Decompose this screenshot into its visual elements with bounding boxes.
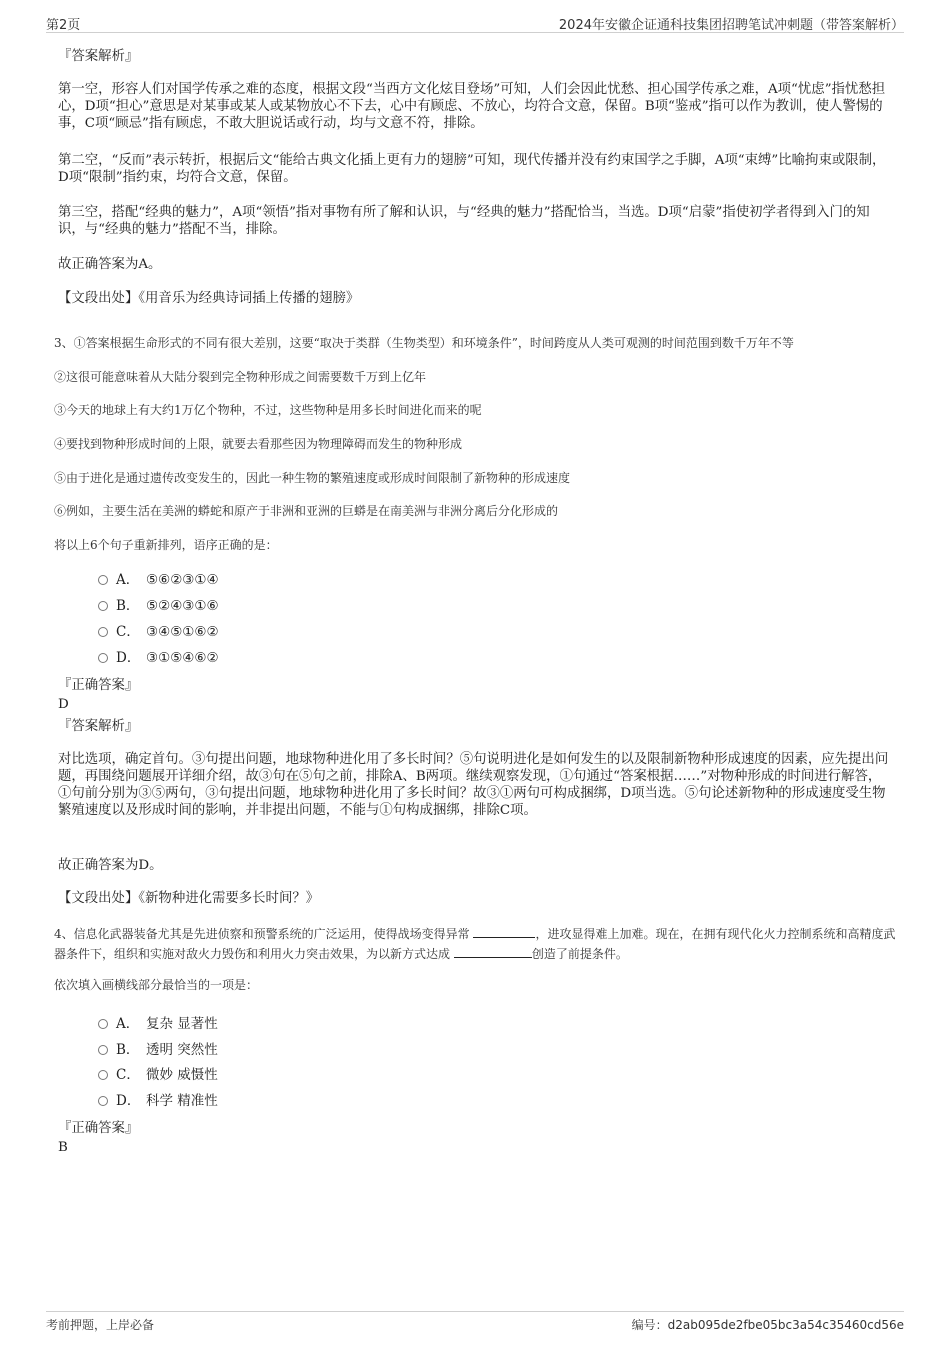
q2-analysis-p2: 第二空，“反而”表示转折，根据后文“能给古典文化插上更有力的翅膀”可知，现代传播并没有约束国学之手脚，A项“束缚”比喻拘束或限制，D项“限制”指约束，均符合文意，保留。: [58, 153, 886, 185]
q4-option-b[interactable]: B． 透明 突然性: [98, 1041, 218, 1059]
q4-option-d[interactable]: D． 科学 精准性: [98, 1092, 218, 1110]
radio-icon[interactable]: [98, 1096, 108, 1106]
q2-conclusion: 故正确答案为A。: [58, 257, 162, 272]
blank-2: [454, 945, 532, 958]
q3-sentence-1: 3、①答案根据生命形式的不同有很大差别，这要“取决于类群（生物类型）和环境条件”，时间跨度从人类可观测的时间范围到数千万年不等: [54, 336, 794, 350]
page-number: 第2页: [46, 18, 81, 33]
q3-sentence-5: ⑤由于进化是通过遗传改变发生的，因此一种生物的繁殖速度或形成时间限制了新物种的形成速度: [54, 471, 571, 485]
q3-sentence-6: ⑥例如，主要生活在美洲的蟒蛇和原产于非洲和亚洲的巨蟒是在南美洲与非洲分离后分化形成的: [54, 504, 559, 518]
q3-analysis-heading: 『答案解析』: [58, 719, 139, 734]
q4-option-a[interactable]: A． 复杂 显著性: [98, 1015, 218, 1033]
blank-1: [473, 925, 535, 938]
q2-source: 【文段出处】《用音乐为经典诗词插上传播的翅膀》: [58, 291, 360, 306]
q3-sentence-3: ③今天的地球上有大约1万亿个物种，不过，这些物种是用多长时间进化而来的呢: [54, 403, 482, 417]
q4-option-c[interactable]: C． 微妙 威慑性: [98, 1066, 218, 1084]
q2-analysis-p3: 第三空，搭配“经典的魅力”，A项“领悟”指对事物有所了解和认识，与“经典的魅力”搭配恰当，当选。D项“启蒙”指使初学者得到入门的知识，与“经典的魅力”搭配不当，排除。: [58, 205, 870, 237]
radio-icon[interactable]: [98, 575, 108, 585]
q3-option-c[interactable]: C． ③④⑤①⑥②: [98, 623, 219, 641]
q3-source: 【文段出处】《新物种进化需要多长时间？》: [58, 891, 320, 906]
q3-option-a[interactable]: A． ⑤⑥②③①④: [98, 571, 219, 589]
q4-prompt: 依次填入画横线部分最恰当的一项是：: [54, 978, 259, 992]
q3-option-d[interactable]: D． ③①⑤④⑥②: [98, 649, 219, 667]
q3-analysis: 对比选项，确定首句。③句提出问题，地球物种进化用了多长时间？⑤句说明进化是如何发生的以及限制新物种形成速度的因素，应先提出问题，再围绕问题展开详细介绍，故③句在⑤句之前，排除A、B两项。继续观察发现，①句通过“答案根据……”对物种形成的时间进行解答，①句前分别为③⑤两句，③句提出问题，地球物种进化用了多长时间？故③①两句可构成捆绑，D项当选。⑤句论述新物种的形成速度受生物繁殖速度以及形成时间的影响，并非提出问题，不能与①句构成捆绑，排除C项。: [58, 752, 889, 818]
radio-icon[interactable]: [98, 653, 108, 663]
page-footer: [46, 1311, 904, 1336]
radio-icon[interactable]: [98, 601, 108, 611]
radio-icon[interactable]: [98, 1070, 108, 1080]
q2-analysis-p1: 第一空，形容人们对国学传承之难的态度，根据文段“当西方文化炫目登场”可知，人们会因此忧愁、担心国学传承之难，A项“忧虑”指忧愁担心，D项“担心”意思是对某事或某人或某物放心不下去，心中有顾虑、不放心，均符合文意，保留。B项“鉴戒”指可以作为教训，使人警惕的事，C项“顾忌”指有顾虑，不敢大胆说话或行动，均与文意不符，排除。: [58, 82, 886, 131]
q3-sentence-4: ④要找到物种形成时间的上限，就要去看那些因为物理障碍而发生的物种形成: [54, 437, 463, 451]
footer-slogan: 考前押题，上岸必备: [46, 1318, 155, 1332]
document-title: 2024年安徽企证通科技集团招聘笔试冲刺题（带答案解析）: [558, 18, 904, 33]
q3-answer-heading: 『正确答案』: [58, 678, 139, 693]
q4-answer-heading: 『正确答案』: [58, 1121, 139, 1136]
radio-icon[interactable]: [98, 1019, 108, 1029]
q3-option-b[interactable]: B． ⑤②④③①⑥: [98, 597, 219, 615]
q3-answer: D: [58, 697, 69, 712]
radio-icon[interactable]: [98, 627, 108, 637]
q3-sentence-2: ②这很可能意味着从大陆分裂到完全物种形成之间需要数千万到上亿年: [54, 370, 427, 384]
q4-answer: B: [58, 1140, 68, 1155]
document-code: 编号：d2ab095de2fbe05bc3a54c35460cd56e: [631, 1318, 904, 1332]
q4-stem: 4、信息化武器装备尤其是先进侦察和预警系统的广泛运用，使得战场变得异常 ，进攻显得难上加难。现在，在拥有现代化火力控制系统和高精度武器条件下，组织和实施对敌火力毁伤和利用火力突击效果，为以新方式达成 创造了前提条件。: [54, 927, 896, 961]
q2-analysis-heading: 『答案解析』: [58, 49, 139, 64]
radio-icon[interactable]: [98, 1045, 108, 1055]
q3-conclusion: 故正确答案为D。: [58, 858, 163, 873]
q3-prompt: 将以上6个句子重新排列，语序正确的是：: [54, 538, 278, 552]
page-header: [46, 10, 904, 33]
